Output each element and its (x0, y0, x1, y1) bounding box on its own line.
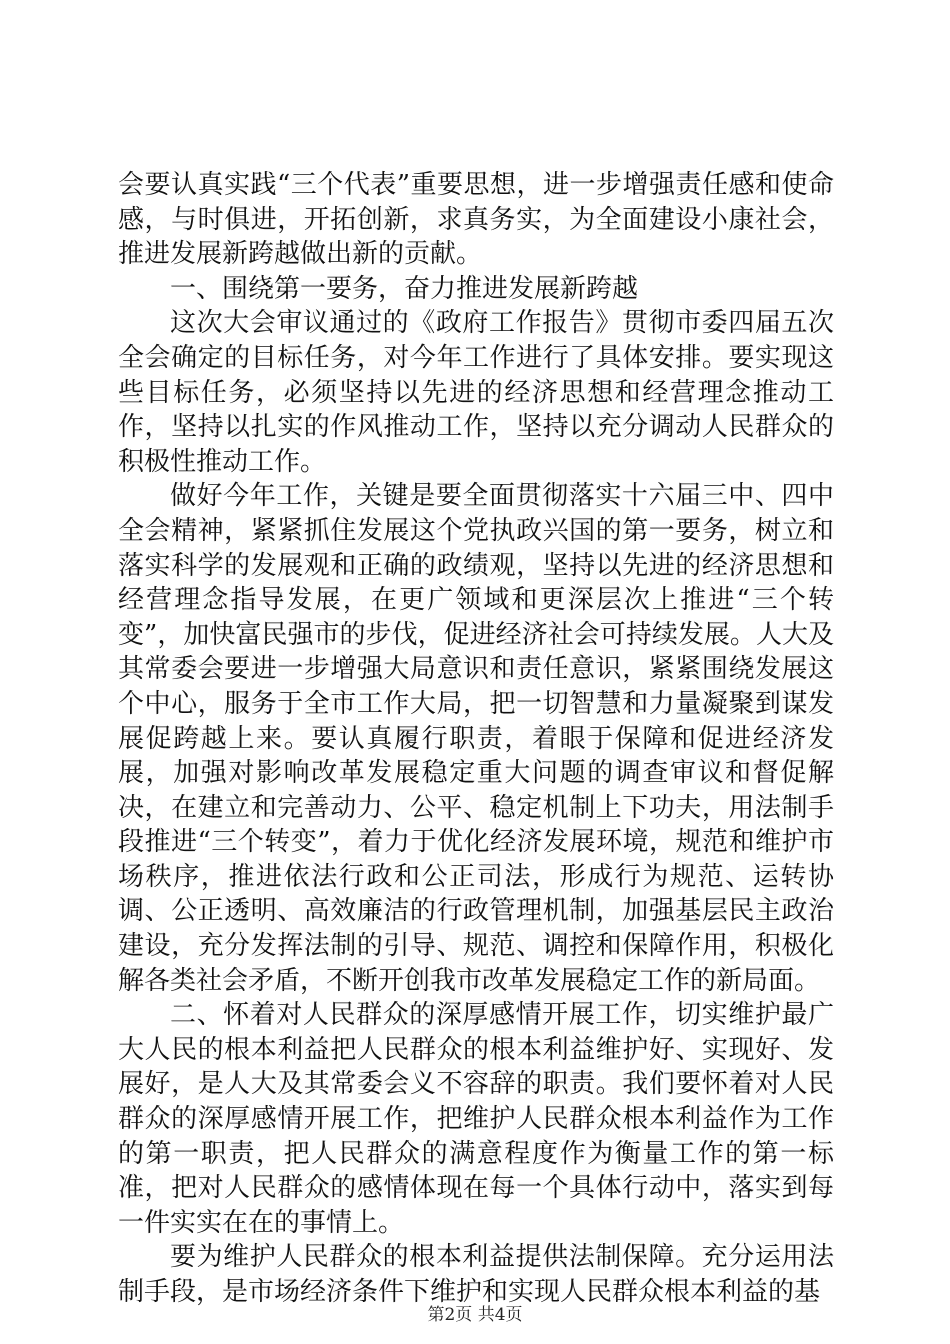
section-heading-1: 一、围绕第一要务，奋力推进发展新跨越 (170, 273, 639, 304)
section-paragraph-2: 二、怀着对人民群众的深厚感情开展工作，切实维护最广大人民的根本利益把人民群众的根本利益维护好、实现好、发展好，是人大及其常委会义不容辞的职责。我们要怀着对人民群众的深厚感情开展工作，把维护人民群众根本利益作为工作的第一职责，把人民群众的满意程度作为衡量工作的第一标准，把对人民群众的感情体现在每一个具体行动中，落实到每一件实实在在的事情上。 (118, 1000, 834, 1238)
paragraph-2: 这次大会审议通过的《政府工作报告》贯彻市委四届五次全会确定的目标任务，对今年工作进行了具体安排。要实现这些目标任务，必须坚持以先进的经济思想和经营理念推动工作，坚持以扎实的作风推动工作，坚持以充分调动人民群众的积极性推动工作。 (118, 308, 834, 477)
paragraph-1: 会要认真实践“三个代表”重要思想，进一步增强责任感和使命感，与时俱进，开拓创新，求真务实，为全面建设小康社会，推进发展新跨越做出新的贡献。 (118, 170, 834, 270)
paragraph-3: 做好今年工作，关键是要全面贯彻落实十六届三中、四中全会精神，紧紧抓住发展这个党执政兴国的第一要务，树立和落实科学的发展观和正确的政绩观，坚持以先进的经济思想和经营理念指导发展，在更广领域和更深层次上推进“三个转变”，加快富民强市的步伐，促进经济社会可持续发展。人大及其常委会要进一步增强大局意识和责任意识，紧紧围绕发展这个中心，服务于全市工作大局，把一切智慧和力量凝聚到谋发展促跨越上来。要认真履行职责，着眼于保障和促进经济发展，加强对影响改革发展稳定重大问题的调查审议和督促解决，在建立和完善动力、公平、稳定机制上下功夫，用法制手段推进“三个转变”，着力于优化经济发展环境，规范和维护市场秩序，推进依法行政和公正司法，形成行为规范、运转协调、公正透明、高效廉洁的行政管理机制，加强基层民主政治建设，充分发挥法制的引导、规范、调控和保障作用，积极化解各类社会矛盾，不断开创我市改革发展稳定工作的新局面。 (118, 481, 834, 996)
paragraph-4: 要为维护人民群众的根本利益提供法制保障。充分运用法制手段，是市场经济条件下维护和实现人民群众根本利益的基 (118, 1242, 834, 1307)
page-footer: 第2页 共4页 (427, 1305, 523, 1325)
document-body (118, 168, 834, 1310)
